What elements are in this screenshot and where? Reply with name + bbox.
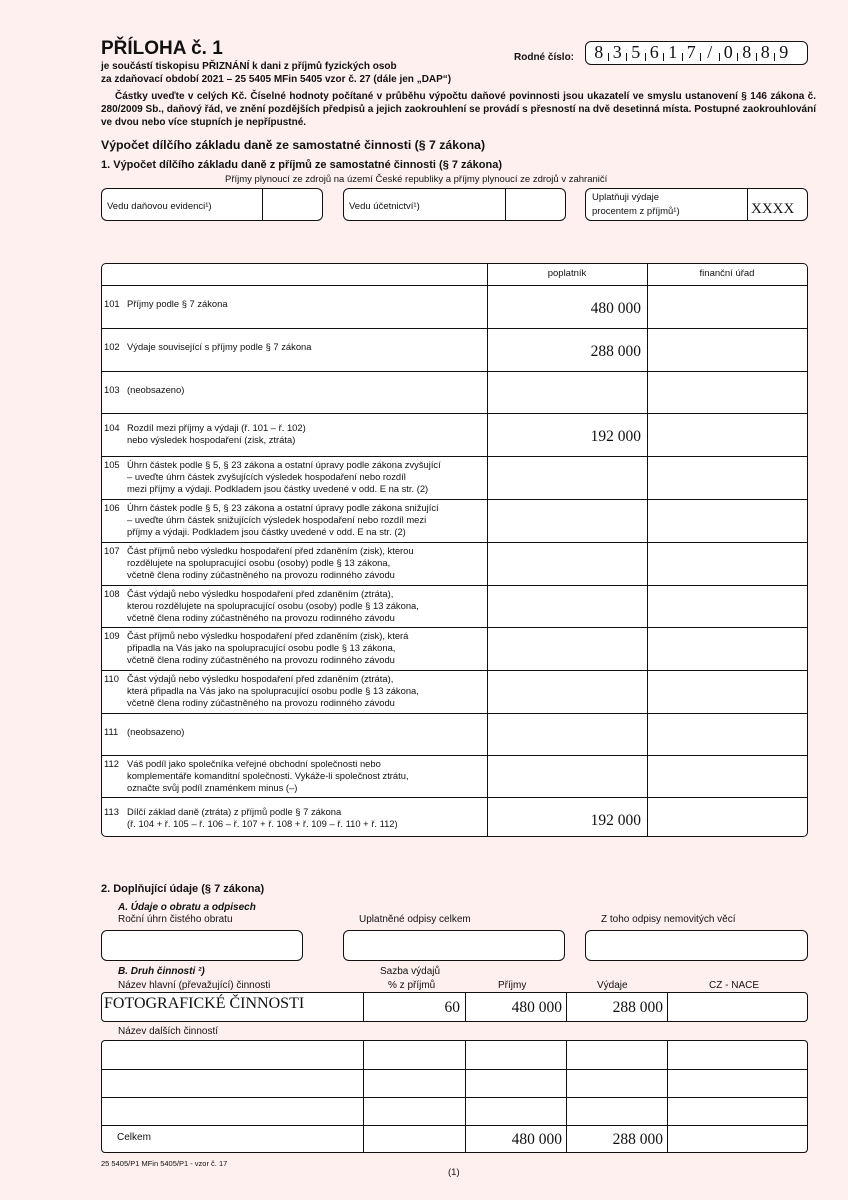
header-subtitle-1: je součástí tiskopisu PŘIZNÁNÍ k dani z příjmů fyzických osob bbox=[101, 61, 397, 72]
row-111-number: 111 bbox=[104, 726, 119, 737]
header-payer: poplatník bbox=[547, 268, 587, 279]
row-112-label: Váš podíl jako společníka veřejné obchodní společnosti nebo bbox=[127, 758, 381, 769]
row-102-number: 102 bbox=[104, 341, 120, 352]
main-table bbox=[101, 263, 808, 837]
row-108-label: kterou rozdělujete na spolupracující osobu (osoby) podle § 13 zákona, bbox=[127, 600, 419, 611]
section2-b-title: B. Druh činnosti ²) bbox=[118, 966, 205, 977]
row-107-label: včetně člena rodiny zúčastněného na provozu rodinného závodu bbox=[127, 569, 395, 580]
row-108-office-field bbox=[648, 585, 807, 627]
row-111-office-field bbox=[648, 713, 807, 755]
row-111-label: (neobsazeno) bbox=[127, 726, 185, 737]
option-tax-records-label: Vedu daňovou evidenci¹) bbox=[107, 201, 212, 212]
intro-text: Částky uveďte v celých Kč. Číselné hodnoty počítané v průběhu výpočtu daňové povinnosti jsou ukazatelí ve smyslu ustanovení § 146 zákona č. 280/2009 Sb., daňový řád, ve znění pozdějších předpisů a jejich zaokrouhlení se provádí s přesností na dvě desetinná místa. Postupné zaokrouhlování ve dvou nebo více stupních je nepřípustné. bbox=[101, 91, 816, 128]
b-other-label: Název dalších činností bbox=[118, 1026, 219, 1037]
rc-digit: 5 bbox=[631, 42, 641, 62]
section1-title: 1. Výpočet dílčího základu daně z příjmů ze samostatné činnosti (§ 7 zákona) bbox=[101, 159, 502, 171]
rc-digit: 8 bbox=[760, 42, 770, 62]
b-main-activity-label: Název hlavní (převažující) činnosti bbox=[118, 980, 271, 991]
row-106-label: Úhrn částek podle § 5, § 23 zákona a ostatní úpravy podle zákona snižující bbox=[127, 502, 439, 513]
row-103-office-field bbox=[648, 371, 807, 413]
page-number: (1) bbox=[448, 1167, 460, 1178]
row-112-label: označte svůj podíl znaménkem minus (–) bbox=[127, 782, 298, 793]
row-107-office-field bbox=[648, 542, 807, 585]
main-activity-rate: 60 bbox=[444, 999, 460, 1016]
option-tax-records[interactable] bbox=[101, 188, 323, 221]
section-title: Výpočet dílčího základu daně ze samostatné činnosti (§ 7 zákona) bbox=[101, 138, 486, 152]
total-income: 480 000 bbox=[511, 1131, 562, 1148]
row-112-label: komplementáře komanditní společnosti. Vykáže-li společnost ztrátu, bbox=[127, 770, 409, 781]
main-activity-income: 480 000 bbox=[511, 999, 562, 1016]
a-col-turnover-label: Roční úhrn čistého obratu bbox=[118, 914, 233, 925]
row-101-office-field bbox=[648, 285, 807, 328]
b-income-label: Příjmy bbox=[498, 980, 527, 991]
row-110-label: Část výdajů nebo výsledku hospodaření před zdaněním (ztráta), bbox=[127, 673, 394, 684]
rc-label: Rodné číslo: bbox=[514, 52, 575, 63]
rc-field[interactable] bbox=[585, 41, 808, 65]
row-113-number: 113 bbox=[104, 806, 119, 817]
row-109-office-field bbox=[648, 627, 807, 670]
row-105-office-field bbox=[648, 456, 807, 499]
row-110-office-field bbox=[648, 670, 807, 713]
row-112-office-field bbox=[648, 755, 807, 797]
rc-digit: 9 bbox=[779, 42, 789, 62]
rc-digit: / bbox=[707, 42, 713, 62]
row-101-label: Příjmy podle § 7 zákona bbox=[127, 298, 228, 309]
other-activities-table bbox=[101, 1040, 808, 1153]
row-103-payer-field[interactable] bbox=[488, 371, 647, 413]
row-106-label: příjmy a výdaji. Podkladem jsou částky uvedené v odd. E na str. (2) bbox=[127, 526, 406, 537]
row-104-label: Rozdíl mezi příjmy a výdaji (ř. 101 – ř. 102) bbox=[127, 422, 306, 433]
row-109-label: Část příjmů nebo výsledku hospodaření před zdaněním (zisk), která bbox=[127, 630, 409, 641]
depreciation-field[interactable] bbox=[343, 930, 565, 961]
row-112-number: 112 bbox=[104, 758, 119, 769]
row-105-label: – uveďte úhrn částek zvyšujících výsledek hospodaření nebo rozdíl bbox=[127, 471, 406, 482]
b-expense-label: Výdaje bbox=[597, 980, 628, 991]
row-105-label: mezi příjmy a výdaji. Podkladem jsou částky uvedené v odd. E na str. (2) bbox=[127, 483, 429, 494]
row-105-payer-field[interactable] bbox=[488, 456, 647, 499]
section2-title: 2. Doplňující údaje (§ 7 zákona) bbox=[101, 883, 265, 895]
option-flat-rate-mark: XXXX bbox=[751, 201, 795, 217]
main-activity-expense: 288 000 bbox=[612, 999, 663, 1016]
row-109-label: připadla na Vás jako na spolupracující osobu podle § 13 zákona, bbox=[127, 642, 396, 653]
section2-a-title: A. Údaje o obratu a odpisech bbox=[118, 902, 256, 913]
row-104-office-field bbox=[648, 413, 807, 456]
row-102-office-field bbox=[648, 328, 807, 371]
row-106-office-field bbox=[648, 499, 807, 542]
total-label: Celkem bbox=[117, 1132, 151, 1143]
rc-digit: 8 bbox=[742, 42, 752, 62]
b-nace-label: CZ - NACE bbox=[709, 980, 759, 991]
row-113-office-field bbox=[648, 797, 807, 840]
row-110-payer-field[interactable] bbox=[488, 670, 647, 713]
row-103-label: (neobsazeno) bbox=[127, 384, 185, 395]
header-subtitle-2: za zdaňovací období 2021 – 25 5405 MFin 5405 vzor č. 27 (dále jen „DAP“) bbox=[101, 74, 452, 85]
total-expense: 288 000 bbox=[612, 1131, 663, 1148]
option-accounting-label: Vedu účetnictví¹) bbox=[349, 201, 420, 212]
option-flat-rate-label-1: Uplatňuji výdaje bbox=[592, 192, 660, 203]
row-107-number: 107 bbox=[104, 545, 120, 556]
row-109-number: 109 bbox=[104, 630, 120, 641]
row-103-number: 103 bbox=[104, 384, 120, 395]
rc-digit: 6 bbox=[649, 42, 659, 62]
row-106-payer-field[interactable] bbox=[488, 499, 647, 542]
row-108-label: Část výdajů nebo výsledku hospodaření před zdaněním (ztráta), bbox=[127, 588, 394, 599]
row-111-payer-field[interactable] bbox=[488, 713, 647, 755]
option-flat-rate-label-2: procentem z příjmů¹) bbox=[592, 206, 680, 217]
row-109-label: včetně člena rodiny zúčastněného na provozu rodinného závodu bbox=[127, 654, 395, 665]
a-col-real-estate-label: Z toho odpisy nemovitých věcí bbox=[601, 914, 736, 925]
turnover-field[interactable] bbox=[101, 930, 303, 961]
row-102-value: 288 000 bbox=[590, 343, 641, 360]
row-105-label: Úhrn částek podle § 5, § 23 zákona a ostatní úpravy podle zákona zvyšující bbox=[127, 459, 441, 470]
rc-digit: 3 bbox=[612, 42, 622, 62]
row-108-number: 108 bbox=[104, 588, 120, 599]
row-108-payer-field[interactable] bbox=[488, 585, 647, 627]
row-104-label: nebo výsledek hospodaření (zisk, ztráta) bbox=[127, 434, 296, 445]
row-107-label: rozdělujete na spolupracující osobu (osoby) podle § 13 zákona, bbox=[127, 557, 391, 568]
section1-note: Příjmy plynoucí ze zdrojů na území České republiky a příjmy plynoucí ze zdrojů v zahraničí bbox=[225, 174, 608, 185]
other-activity-row-3[interactable] bbox=[102, 1097, 363, 1125]
b-rate-label-2: % z příjmů bbox=[388, 980, 436, 991]
row-102-label: Výdaje související s příjmy podle § 7 zákona bbox=[127, 341, 312, 352]
row-110-number: 110 bbox=[104, 673, 119, 684]
row-112-payer-field[interactable] bbox=[488, 755, 647, 797]
real-estate-depreciation-field[interactable] bbox=[585, 930, 808, 961]
row-107-label: Část příjmů nebo výsledku hospodaření před zdaněním (zisk), kterou bbox=[127, 545, 414, 556]
rc-digits bbox=[590, 42, 793, 62]
row-101-number: 101 bbox=[104, 298, 120, 309]
page-title: PŘÍLOHA č. 1 bbox=[101, 38, 223, 59]
row-101-value: 480 000 bbox=[590, 300, 641, 317]
other-activity-row-2[interactable] bbox=[102, 1069, 363, 1097]
header-tax-office: finanční úřad bbox=[699, 268, 755, 279]
row-113-label: Dílčí základ daně (ztráta) z příjmů podle § 7 zákona bbox=[127, 806, 342, 817]
row-106-label: – uveďte úhrn částek snižujících výsledek hospodaření nebo rozdíl mezi bbox=[127, 514, 427, 525]
row-110-label: včetně člena rodiny zúčastněného na provozu rodinného závodu bbox=[127, 697, 395, 708]
row-104-number: 104 bbox=[104, 422, 120, 433]
rc-digit: 8 bbox=[594, 42, 604, 62]
row-104-value: 192 000 bbox=[590, 428, 641, 445]
rc-digit: 1 bbox=[668, 42, 678, 62]
option-flat-rate[interactable] bbox=[585, 188, 808, 221]
rc-digit: 7 bbox=[686, 42, 696, 62]
footer-form-code: 25 5405/P1 MFin 5405/P1 - vzor č. 17 bbox=[101, 1159, 228, 1168]
row-107-payer-field[interactable] bbox=[488, 542, 647, 585]
rc-digit: 0 bbox=[723, 42, 733, 62]
row-113-label: (ř. 104 + ř. 105 – ř. 106 – ř. 107 + ř. 108 + ř. 109 – ř. 110 + ř. 112) bbox=[127, 818, 398, 829]
row-108-label: včetně člena rodiny zúčastněného na provozu rodinného závodu bbox=[127, 612, 395, 623]
option-accounting[interactable] bbox=[343, 188, 566, 221]
row-110-label: která připadla na Vás jako na spolupracující osobu podle § 13 zákona, bbox=[127, 685, 419, 696]
main-activity-row[interactable] bbox=[101, 992, 808, 1022]
a-col-depreciation-label: Uplatněné odpisy celkem bbox=[359, 914, 471, 925]
row-109-payer-field[interactable] bbox=[488, 627, 647, 670]
other-activity-row-1[interactable] bbox=[102, 1041, 363, 1069]
row-106-number: 106 bbox=[104, 502, 120, 513]
row-113-value: 192 000 bbox=[590, 812, 641, 829]
row-105-number: 105 bbox=[104, 459, 120, 470]
main-activity-name: FOTOGRAFICKÉ ČINNOSTI bbox=[104, 995, 305, 1012]
b-rate-label-1: Sazba výdajů bbox=[380, 966, 441, 977]
